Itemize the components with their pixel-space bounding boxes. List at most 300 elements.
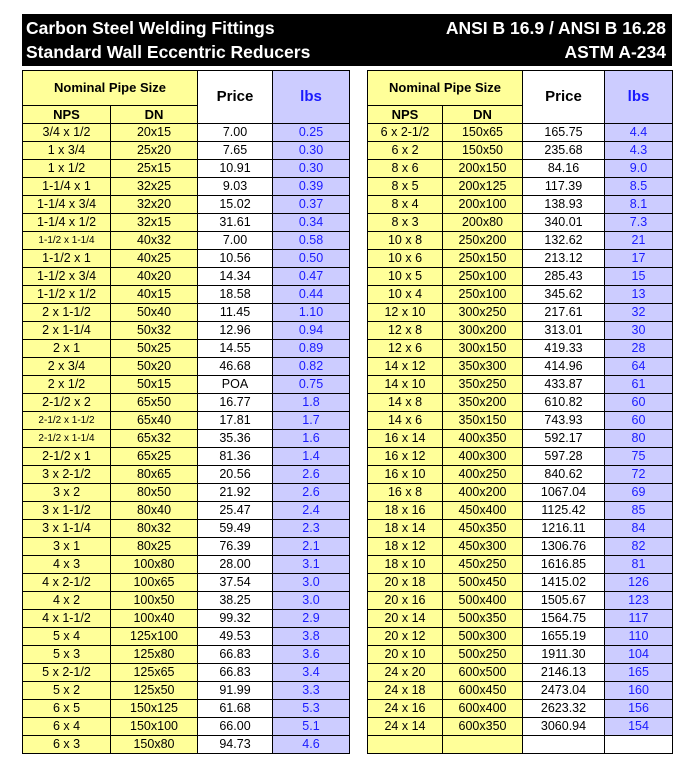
lbs-cell: 0.37: [273, 196, 350, 214]
nps-cell: 20 x 18: [368, 574, 443, 592]
price-cell: 10.56: [198, 250, 273, 268]
nps-cell: 1-1/4 x 1: [23, 178, 111, 196]
dn-cell: 250x100: [443, 268, 523, 286]
lbs-cell: 61: [605, 376, 673, 394]
price-cell: 25.47: [198, 502, 273, 520]
nps-cell: 3 x 2: [23, 484, 111, 502]
price-cell: 17.81: [198, 412, 273, 430]
empty-cell: [368, 736, 443, 754]
price-cell: 99.32: [198, 610, 273, 628]
nominal-pipe-size-header: Nominal Pipe Size: [23, 71, 198, 106]
dn-cell: 125x100: [111, 628, 198, 646]
nps-cell: 14 x 10: [368, 376, 443, 394]
nps-cell: 4 x 2-1/2: [23, 574, 111, 592]
dn-cell: 450x300: [443, 538, 523, 556]
nps-cell: 6 x 5: [23, 700, 111, 718]
lbs-cell: 7.3: [605, 214, 673, 232]
table-row: [368, 394, 673, 412]
table-row: [368, 610, 673, 628]
nps-cell: 6 x 4: [23, 718, 111, 736]
price-cell: POA: [198, 376, 273, 394]
price-cell: 138.93: [523, 196, 605, 214]
nps-cell: 8 x 4: [368, 196, 443, 214]
table-row: [23, 682, 350, 700]
dn-cell: 350x300: [443, 358, 523, 376]
lbs-cell: 60: [605, 394, 673, 412]
nps-cell: 2 x 1: [23, 340, 111, 358]
nps-cell: 20 x 10: [368, 646, 443, 664]
lbs-cell: 32: [605, 304, 673, 322]
lbs-cell: 80: [605, 430, 673, 448]
lbs-cell: 123: [605, 592, 673, 610]
price-cell: 313.01: [523, 322, 605, 340]
empty-cell: [605, 736, 673, 754]
dn-cell: 100x50: [111, 592, 198, 610]
price-cell: 1655.19: [523, 628, 605, 646]
price-cell: 76.39: [198, 538, 273, 556]
table-row: [368, 340, 673, 358]
price-cell: 66.00: [198, 718, 273, 736]
price-cell: 7.00: [198, 124, 273, 142]
nps-cell: 4 x 1-1/2: [23, 610, 111, 628]
price-cell: 9.03: [198, 178, 273, 196]
nps-cell: 3/4 x 1/2: [23, 124, 111, 142]
price-cell: 2473.04: [523, 682, 605, 700]
dn-cell: 40x15: [111, 286, 198, 304]
dn-cell: 400x200: [443, 484, 523, 502]
price-cell: 35.36: [198, 430, 273, 448]
table-row: [23, 394, 350, 412]
lbs-cell: 1.7: [273, 412, 350, 430]
dn-cell: 100x40: [111, 610, 198, 628]
dn-cell: 32x15: [111, 214, 198, 232]
table-row: [23, 700, 350, 718]
lbs-cell: 64: [605, 358, 673, 376]
nps-cell: 2 x 1-1/2: [23, 304, 111, 322]
lbs-cell: 17: [605, 250, 673, 268]
nps-header: NPS: [368, 106, 443, 124]
dn-cell: 80x32: [111, 520, 198, 538]
lbs-cell: 2.9: [273, 610, 350, 628]
nps-cell: 12 x 10: [368, 304, 443, 322]
nps-cell: 6 x 2-1/2: [368, 124, 443, 142]
dn-cell: 25x20: [111, 142, 198, 160]
lbs-cell: 104: [605, 646, 673, 664]
lbs-cell: 3.3: [273, 682, 350, 700]
lbs-cell: 3.0: [273, 574, 350, 592]
nps-cell: 10 x 4: [368, 286, 443, 304]
dn-cell: 125x65: [111, 664, 198, 682]
dn-cell: 600x450: [443, 682, 523, 700]
price-cell: 610.82: [523, 394, 605, 412]
table-row: [23, 664, 350, 682]
nps-cell: 2-1/2 x 1: [23, 448, 111, 466]
table-row: [368, 682, 673, 700]
dn-cell: 450x350: [443, 520, 523, 538]
nps-cell: 10 x 5: [368, 268, 443, 286]
table-row: [23, 268, 350, 286]
table-row: [23, 214, 350, 232]
price-cell: 38.25: [198, 592, 273, 610]
price-cell: 59.49: [198, 520, 273, 538]
lbs-cell: 0.47: [273, 268, 350, 286]
price-cell: 66.83: [198, 646, 273, 664]
table-row: [368, 160, 673, 178]
price-header: Price: [523, 71, 605, 124]
nps-cell: 5 x 2: [23, 682, 111, 700]
price-cell: 1911.30: [523, 646, 605, 664]
table-row: [23, 430, 350, 448]
table-row: [368, 664, 673, 682]
dn-cell: 32x25: [111, 178, 198, 196]
table-row: [368, 646, 673, 664]
price-cell: 20.56: [198, 466, 273, 484]
nps-cell: 18 x 12: [368, 538, 443, 556]
dn-cell: 500x450: [443, 574, 523, 592]
table-row: [23, 520, 350, 538]
price-cell: 94.73: [198, 736, 273, 754]
dn-cell: 50x32: [111, 322, 198, 340]
dn-cell: 500x300: [443, 628, 523, 646]
dn-cell: 600x350: [443, 718, 523, 736]
dn-cell: 150x125: [111, 700, 198, 718]
price-cell: 7.65: [198, 142, 273, 160]
price-cell: 1216.11: [523, 520, 605, 538]
price-cell: 1564.75: [523, 610, 605, 628]
dn-cell: 250x200: [443, 232, 523, 250]
dn-cell: 200x80: [443, 214, 523, 232]
lbs-cell: 30: [605, 322, 673, 340]
table-row: [23, 466, 350, 484]
table-row: [23, 484, 350, 502]
lbs-cell: 5.3: [273, 700, 350, 718]
dn-cell: 600x400: [443, 700, 523, 718]
nps-cell: 2-1/2 x 2: [23, 394, 111, 412]
table-row: [368, 286, 673, 304]
price-cell: 1616.85: [523, 556, 605, 574]
table-row: [23, 304, 350, 322]
lbs-cell: 2.1: [273, 538, 350, 556]
dn-cell: 65x50: [111, 394, 198, 412]
price-header: Price: [198, 71, 273, 124]
lbs-cell: 0.89: [273, 340, 350, 358]
lbs-cell: 28: [605, 340, 673, 358]
nps-cell: 4 x 3: [23, 556, 111, 574]
lbs-cell: 0.94: [273, 322, 350, 340]
table-row: [23, 592, 350, 610]
nps-cell: 12 x 8: [368, 322, 443, 340]
nps-cell: 2-1/2 x 1-1/4: [23, 430, 111, 448]
lbs-cell: 117: [605, 610, 673, 628]
dn-cell: 80x25: [111, 538, 198, 556]
lbs-header: lbs: [273, 71, 350, 124]
dn-cell: 450x400: [443, 502, 523, 520]
price-cell: 213.12: [523, 250, 605, 268]
price-cell: 3060.94: [523, 718, 605, 736]
nps-cell: 8 x 6: [368, 160, 443, 178]
nps-cell: 16 x 12: [368, 448, 443, 466]
nps-cell: 3 x 1-1/2: [23, 502, 111, 520]
dn-cell: 25x15: [111, 160, 198, 178]
table-row: [23, 610, 350, 628]
nps-cell: 4 x 2: [23, 592, 111, 610]
title-standard: ANSI B 16.9 / ANSI B 16.28: [445, 18, 666, 38]
lbs-cell: 3.0: [273, 592, 350, 610]
nps-cell: 2-1/2 x 1-1/2: [23, 412, 111, 430]
table-row: [368, 196, 673, 214]
dn-cell: 40x20: [111, 268, 198, 286]
nps-cell: 1 x 1/2: [23, 160, 111, 178]
price-cell: 61.68: [198, 700, 273, 718]
nps-cell: 8 x 3: [368, 214, 443, 232]
table-row: [368, 466, 673, 484]
price-cell: 433.87: [523, 376, 605, 394]
nps-cell: 14 x 12: [368, 358, 443, 376]
nps-cell: 16 x 14: [368, 430, 443, 448]
dn-cell: 500x350: [443, 610, 523, 628]
price-cell: 117.39: [523, 178, 605, 196]
dn-cell: 150x65: [443, 124, 523, 142]
lbs-cell: 0.30: [273, 160, 350, 178]
table-row: [23, 124, 350, 142]
lbs-cell: 0.50: [273, 250, 350, 268]
dn-cell: 40x32: [111, 232, 198, 250]
price-cell: 16.77: [198, 394, 273, 412]
lbs-cell: 8.1: [605, 196, 673, 214]
dn-cell: 300x150: [443, 340, 523, 358]
table-row: [368, 304, 673, 322]
table-row: [368, 268, 673, 286]
dn-cell: 65x25: [111, 448, 198, 466]
price-cell: 12.96: [198, 322, 273, 340]
nps-cell: 2 x 1/2: [23, 376, 111, 394]
price-cell: 1306.76: [523, 538, 605, 556]
price-cell: 2146.13: [523, 664, 605, 682]
lbs-cell: 154: [605, 718, 673, 736]
table-row: [368, 250, 673, 268]
table-row: [23, 376, 350, 394]
nps-cell: 3 x 1: [23, 538, 111, 556]
price-cell: 21.92: [198, 484, 273, 502]
lbs-cell: 15: [605, 268, 673, 286]
nps-cell: 16 x 8: [368, 484, 443, 502]
lbs-cell: 0.44: [273, 286, 350, 304]
nps-cell: 8 x 5: [368, 178, 443, 196]
lbs-cell: 60: [605, 412, 673, 430]
price-cell: 1505.67: [523, 592, 605, 610]
dn-cell: 400x350: [443, 430, 523, 448]
nps-cell: 1-1/4 x 3/4: [23, 196, 111, 214]
price-cell: 14.34: [198, 268, 273, 286]
lbs-cell: 2.3: [273, 520, 350, 538]
table-row: [23, 448, 350, 466]
lbs-cell: 3.4: [273, 664, 350, 682]
nps-cell: 16 x 10: [368, 466, 443, 484]
title-reducers: Standard Wall Eccentric Reducers: [26, 42, 311, 62]
dn-cell: 200x125: [443, 178, 523, 196]
price-cell: 1415.02: [523, 574, 605, 592]
table-row: [368, 574, 673, 592]
table-row: [368, 628, 673, 646]
table-row: [368, 484, 673, 502]
dn-cell: 80x40: [111, 502, 198, 520]
table-row: [23, 232, 350, 250]
lbs-cell: 2.6: [273, 466, 350, 484]
dn-cell: 400x300: [443, 448, 523, 466]
nps-cell: 24 x 16: [368, 700, 443, 718]
dn-cell: 200x150: [443, 160, 523, 178]
table-row: [23, 286, 350, 304]
lbs-cell: 0.30: [273, 142, 350, 160]
table-row: [368, 412, 673, 430]
lbs-cell: 13: [605, 286, 673, 304]
nps-cell: 6 x 3: [23, 736, 111, 754]
lbs-cell: 69: [605, 484, 673, 502]
price-cell: 285.43: [523, 268, 605, 286]
price-cell: 235.68: [523, 142, 605, 160]
table-row: [23, 160, 350, 178]
dn-header: DN: [111, 106, 198, 124]
dn-cell: 150x100: [111, 718, 198, 736]
lbs-cell: 3.6: [273, 646, 350, 664]
lbs-cell: 0.39: [273, 178, 350, 196]
nps-cell: 1-1/2 x 1: [23, 250, 111, 268]
price-cell: 11.45: [198, 304, 273, 322]
dn-cell: 250x100: [443, 286, 523, 304]
nps-cell: 3 x 2-1/2: [23, 466, 111, 484]
nps-cell: 10 x 8: [368, 232, 443, 250]
nps-cell: 1 x 3/4: [23, 142, 111, 160]
price-cell: 592.17: [523, 430, 605, 448]
nps-cell: 24 x 20: [368, 664, 443, 682]
price-cell: 49.53: [198, 628, 273, 646]
lbs-cell: 84: [605, 520, 673, 538]
price-cell: 91.99: [198, 682, 273, 700]
dn-cell: 80x50: [111, 484, 198, 502]
price-cell: 81.36: [198, 448, 273, 466]
dn-cell: 65x40: [111, 412, 198, 430]
lbs-cell: 1.8: [273, 394, 350, 412]
price-cell: 15.02: [198, 196, 273, 214]
table-row: [23, 646, 350, 664]
dn-cell: 150x80: [111, 736, 198, 754]
dn-cell: 50x20: [111, 358, 198, 376]
nps-cell: 20 x 12: [368, 628, 443, 646]
lbs-cell: 5.1: [273, 718, 350, 736]
nps-cell: 14 x 6: [368, 412, 443, 430]
empty-cell: [523, 736, 605, 754]
title-fittings: Carbon Steel Welding Fittings: [26, 18, 275, 38]
table-row: [368, 700, 673, 718]
nps-cell: 5 x 3: [23, 646, 111, 664]
dn-cell: 350x150: [443, 412, 523, 430]
lbs-cell: 4.4: [605, 124, 673, 142]
price-cell: 597.28: [523, 448, 605, 466]
table-row: [368, 214, 673, 232]
table-row: [23, 358, 350, 376]
right-price-table: [367, 70, 673, 754]
price-cell: 10.91: [198, 160, 273, 178]
nps-cell: 6 x 2: [368, 142, 443, 160]
table-row: [23, 340, 350, 358]
dn-cell: 40x25: [111, 250, 198, 268]
dn-cell: 100x65: [111, 574, 198, 592]
table-row: [368, 430, 673, 448]
table-row: [368, 448, 673, 466]
dn-cell: 125x80: [111, 646, 198, 664]
nps-header: NPS: [23, 106, 111, 124]
lbs-cell: 0.75: [273, 376, 350, 394]
price-cell: 743.93: [523, 412, 605, 430]
table-row: [368, 718, 673, 736]
lbs-cell: 126: [605, 574, 673, 592]
nps-cell: 2 x 3/4: [23, 358, 111, 376]
table-row: [368, 502, 673, 520]
price-cell: 28.00: [198, 556, 273, 574]
table-row: [368, 538, 673, 556]
price-cell: 18.58: [198, 286, 273, 304]
dn-cell: 50x25: [111, 340, 198, 358]
nps-cell: 5 x 2-1/2: [23, 664, 111, 682]
price-cell: 1067.04: [523, 484, 605, 502]
dn-cell: 300x250: [443, 304, 523, 322]
nps-cell: 1-1/2 x 3/4: [23, 268, 111, 286]
lbs-cell: 156: [605, 700, 673, 718]
nps-cell: 20 x 16: [368, 592, 443, 610]
table-row: [23, 412, 350, 430]
dn-cell: 500x400: [443, 592, 523, 610]
lbs-cell: 4.6: [273, 736, 350, 754]
dn-cell: 400x250: [443, 466, 523, 484]
lbs-cell: 3.8: [273, 628, 350, 646]
nps-cell: 24 x 14: [368, 718, 443, 736]
lbs-cell: 0.58: [273, 232, 350, 250]
lbs-cell: 72: [605, 466, 673, 484]
dn-cell: 500x250: [443, 646, 523, 664]
lbs-cell: 9.0: [605, 160, 673, 178]
price-cell: 14.55: [198, 340, 273, 358]
table-row: [23, 736, 350, 754]
table-row: [23, 574, 350, 592]
dn-cell: 350x200: [443, 394, 523, 412]
table-row: [23, 178, 350, 196]
lbs-cell: 21: [605, 232, 673, 250]
lbs-cell: 0.25: [273, 124, 350, 142]
price-cell: 66.83: [198, 664, 273, 682]
lbs-cell: 85: [605, 502, 673, 520]
table-row: [23, 250, 350, 268]
price-cell: 345.62: [523, 286, 605, 304]
nps-cell: 20 x 14: [368, 610, 443, 628]
table-row: [368, 124, 673, 142]
lbs-cell: 1.4: [273, 448, 350, 466]
table-row: [23, 196, 350, 214]
dn-cell: 200x100: [443, 196, 523, 214]
nps-cell: 24 x 18: [368, 682, 443, 700]
dn-cell: 350x250: [443, 376, 523, 394]
price-cell: 37.54: [198, 574, 273, 592]
nps-cell: 1-1/4 x 1/2: [23, 214, 111, 232]
table-row: [23, 628, 350, 646]
table-row: [23, 538, 350, 556]
lbs-cell: 2.6: [273, 484, 350, 502]
nominal-pipe-size-header: Nominal Pipe Size: [368, 71, 523, 106]
lbs-cell: 82: [605, 538, 673, 556]
lbs-cell: 2.4: [273, 502, 350, 520]
table-row: [368, 520, 673, 538]
lbs-cell: 110: [605, 628, 673, 646]
nps-cell: 18 x 16: [368, 502, 443, 520]
